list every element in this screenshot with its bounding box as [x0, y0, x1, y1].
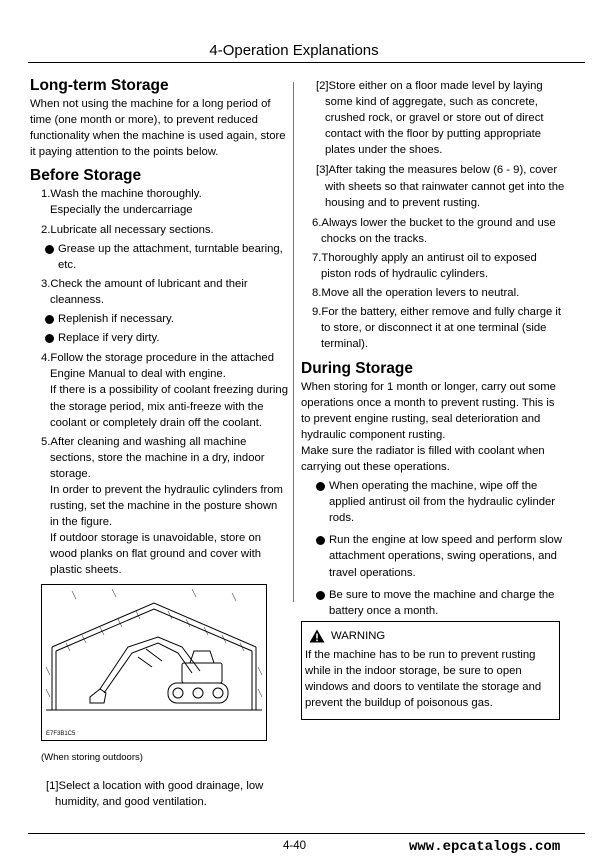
bullet-charge-battery: Be sure to move the machine and charge the battery once a month. — [301, 587, 566, 619]
header-rule — [28, 62, 585, 63]
bullet-dot-icon — [45, 315, 54, 324]
right-column — [301, 78, 566, 619]
footer-rule — [28, 833, 585, 834]
page-header-title: 4-Operation Explanations — [209, 42, 379, 59]
bullet-replenish: Replenish if necessary. — [30, 311, 288, 327]
warning-text: If the machine has to be run to prevent rusting while in the indoor storage, be sure to open windows and doors to ventilate the storage and prevent the buildup of poisonous gas. — [305, 649, 542, 710]
left-column — [30, 76, 288, 579]
step-4-note: If there is a possibility of coolant freezing during the storage period, mix anti-freeze with the coolant or completely drain off the coolant. — [50, 384, 288, 429]
excavator-in-shed-illustration — [42, 585, 266, 740]
page-number: 4-40 — [283, 840, 307, 852]
step-1: 1.Wash the machine thoroughly. — [41, 188, 202, 201]
bullet-wipe-antirust: When operating the machine, wipe off the applied antirust oil from the hydraulic cylinder rods. — [301, 478, 566, 526]
step-5: 5.After cleaning and washing all machine sections, store the machine in a dry, indoor storage. — [41, 435, 265, 480]
outdoor-step-3: [3]After taking the measures below (6 - 9), cover with sheets so that rainwater cannot get into the housing and to prevent rusting. — [316, 164, 565, 209]
intro-paragraph: When not using the machine for a long period of time (one month or more), to prevent reduced functionality when the machine is used again, store it paying attention to the points below. — [30, 98, 286, 159]
bullet-dot-icon — [316, 482, 325, 491]
bullet-grease: Grease up the attachment, turntable bearing, etc. — [30, 241, 288, 273]
step-7: 7.Thoroughly apply an antirust oil to exposed piston rods of hydraulic cylinders. — [312, 251, 537, 281]
storage-figure — [41, 584, 267, 741]
bullet-replace: Replace if very dirty. — [30, 330, 288, 346]
warning-box — [301, 621, 560, 720]
outdoor-step-1: [1]Select a location with good drainage, low humidity, and good ventilation. — [46, 780, 264, 809]
subheading-during-storage: During Storage — [301, 359, 413, 377]
figure-code-label: E7F3B1C5 — [46, 731, 76, 737]
step-4: 4.Follow the storage procedure in the attached Engine Manual to deal with engine. — [41, 352, 274, 381]
step-3: 3.Check the amount of lubricant and their cleanness. — [41, 277, 248, 306]
bullet-run-engine: Run the engine at low speed and perform slow attachment operations, swing operations, and travel operations. — [301, 532, 566, 580]
warning-triangle-icon — [309, 629, 325, 643]
step-2: 2.Lubricate all necessary sections. — [41, 223, 214, 236]
step-1-note: Especially the undercarriage — [50, 204, 193, 217]
subheading-before-storage: Before Storage — [30, 167, 142, 185]
step-9: 9.For the battery, either remove and fully charge it to store, or disconnect it at one terminal (side terminal). — [312, 306, 562, 351]
bullet-dot-icon — [316, 591, 325, 600]
outdoor-step-2: [2]Store either on a floor made level by laying some kind of aggregate, such as concrete, crushed rock, or gravel or store out of direct contact with the floor by putting appropriate plates under the shoes. — [316, 80, 544, 157]
during-radiator-note: Make sure the radiator is filled with coolant when carrying out these operations. — [301, 444, 545, 473]
watermark-url: www.epcatalogs.com — [409, 839, 561, 855]
warning-title: WARNING — [331, 629, 386, 642]
bullet-dot-icon — [45, 245, 54, 254]
step-8: 8.Move all the operation levers to neutral. — [312, 287, 520, 300]
bullet-dot-icon — [45, 334, 54, 343]
bullet-dot-icon — [316, 536, 325, 545]
step-6: 6.Always lower the bucket to the ground and use chocks on the tracks. — [312, 216, 556, 245]
section-heading-long-term-storage: Long-term Storage — [30, 77, 169, 94]
during-paragraph: When storing for 1 month or longer, carry out some operations once a month to prevent rusting. This is to prevent engine rusting, seal deterioration and hydraulic component rusting. — [301, 380, 556, 441]
figure-caption: (When storing outdoors) — [41, 752, 143, 763]
column-divider — [293, 82, 294, 602]
step-5-note-outdoor: If outdoor storage is unavoidable, store on wood planks on flat ground and cover with plastic sheets. — [50, 532, 262, 577]
step-5-note-posture: In order to prevent the hydraulic cylinders from rusting, set the machine in the posture shown in the figure. — [50, 483, 283, 529]
